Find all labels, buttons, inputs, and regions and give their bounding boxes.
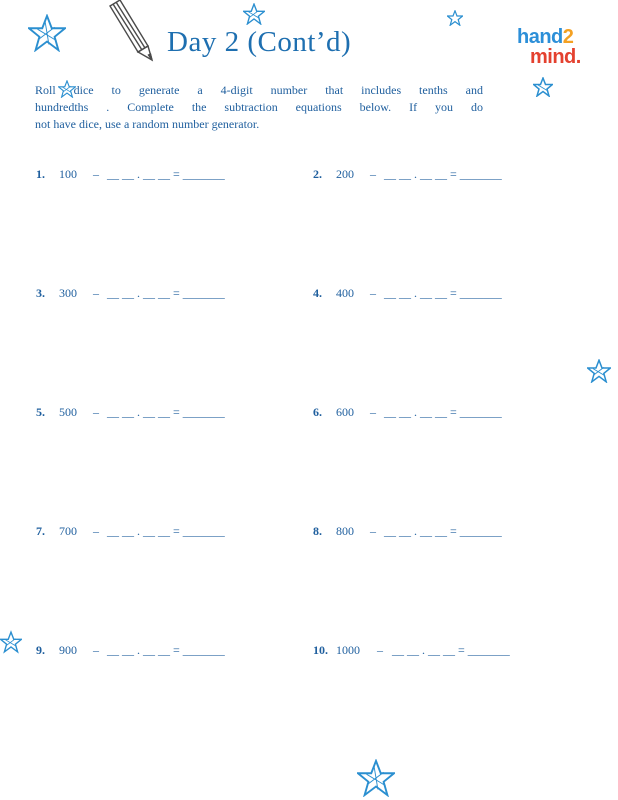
answer-blanks[interactable]: __ __ . __ __ = _______ [107, 643, 225, 657]
minus-sign: – [93, 286, 99, 300]
problem-number: 2. [313, 167, 322, 181]
start-value: 800 [336, 524, 354, 538]
star-icon [28, 14, 66, 52]
problem-6 [313, 405, 543, 421]
answer-blanks[interactable]: __ __ . __ __ = _______ [384, 167, 502, 181]
instructions-line-2: hundredths . Complete the subtraction equations below. If you do [35, 100, 483, 114]
star-icon [357, 759, 395, 797]
start-value: 1000 [336, 643, 360, 657]
answer-blanks[interactable]: __ __ . __ __ = _______ [384, 524, 502, 538]
problem-number: 8. [313, 524, 322, 538]
problem-4 [313, 286, 543, 302]
minus-sign: – [93, 524, 99, 538]
start-value: 300 [59, 286, 77, 300]
logo-mind: mind. [530, 46, 581, 68]
start-value: 600 [336, 405, 354, 419]
problem-number: 1. [36, 167, 45, 181]
minus-sign: – [370, 167, 376, 181]
problem-10 [313, 643, 553, 659]
instructions-line-1: Roll dice to generate a 4-digit number that includes tenths and [35, 83, 483, 97]
problem-number: 5. [36, 405, 45, 419]
instructions-line-3: not have dice, use a random number generator. [35, 117, 260, 131]
problem-3 [36, 286, 266, 302]
star-icon [0, 629, 22, 655]
answer-blanks[interactable]: __ __ . __ __ = _______ [107, 524, 225, 538]
pencil-icon [104, 0, 156, 62]
problem-1 [36, 167, 266, 183]
page-title: Day 2 (Cont’d) [167, 26, 352, 58]
minus-sign: – [370, 524, 376, 538]
problem-number: 7. [36, 524, 45, 538]
minus-sign: – [93, 167, 99, 181]
instructions [35, 82, 483, 133]
problem-number: 9. [36, 643, 45, 657]
answer-blanks[interactable]: __ __ . __ __ = _______ [107, 405, 225, 419]
start-value: 200 [336, 167, 354, 181]
problem-7 [36, 524, 266, 540]
star-icon [587, 359, 611, 383]
answer-blanks[interactable]: __ __ . __ __ = _______ [392, 643, 510, 657]
star-icon [533, 77, 553, 97]
minus-sign: – [370, 286, 376, 300]
minus-sign: – [93, 405, 99, 419]
star-icon [243, 3, 265, 25]
problem-2 [313, 167, 543, 183]
problem-number: 10. [313, 643, 328, 657]
start-value: 400 [336, 286, 354, 300]
problem-9 [36, 643, 266, 659]
logo-two: 2 [562, 26, 574, 48]
answer-blanks[interactable]: __ __ . __ __ = _______ [384, 286, 502, 300]
problem-number: 6. [313, 405, 322, 419]
answer-blanks[interactable]: __ __ . __ __ = _______ [384, 405, 502, 419]
answer-blanks[interactable]: __ __ . __ __ = _______ [107, 286, 225, 300]
problem-5 [36, 405, 266, 421]
problem-8 [313, 524, 543, 540]
logo-hand: hand [517, 26, 563, 48]
star-icon [447, 10, 463, 26]
minus-sign: – [370, 405, 376, 419]
start-value: 500 [59, 405, 77, 419]
start-value: 100 [59, 167, 77, 181]
start-value: 700 [59, 524, 77, 538]
problem-number: 3. [36, 286, 45, 300]
hand2mind-logo [517, 26, 593, 68]
start-value: 900 [59, 643, 77, 657]
minus-sign: – [377, 643, 383, 657]
answer-blanks[interactable]: __ __ . __ __ = _______ [107, 167, 225, 181]
minus-sign: – [93, 643, 99, 657]
problem-number: 4. [313, 286, 322, 300]
